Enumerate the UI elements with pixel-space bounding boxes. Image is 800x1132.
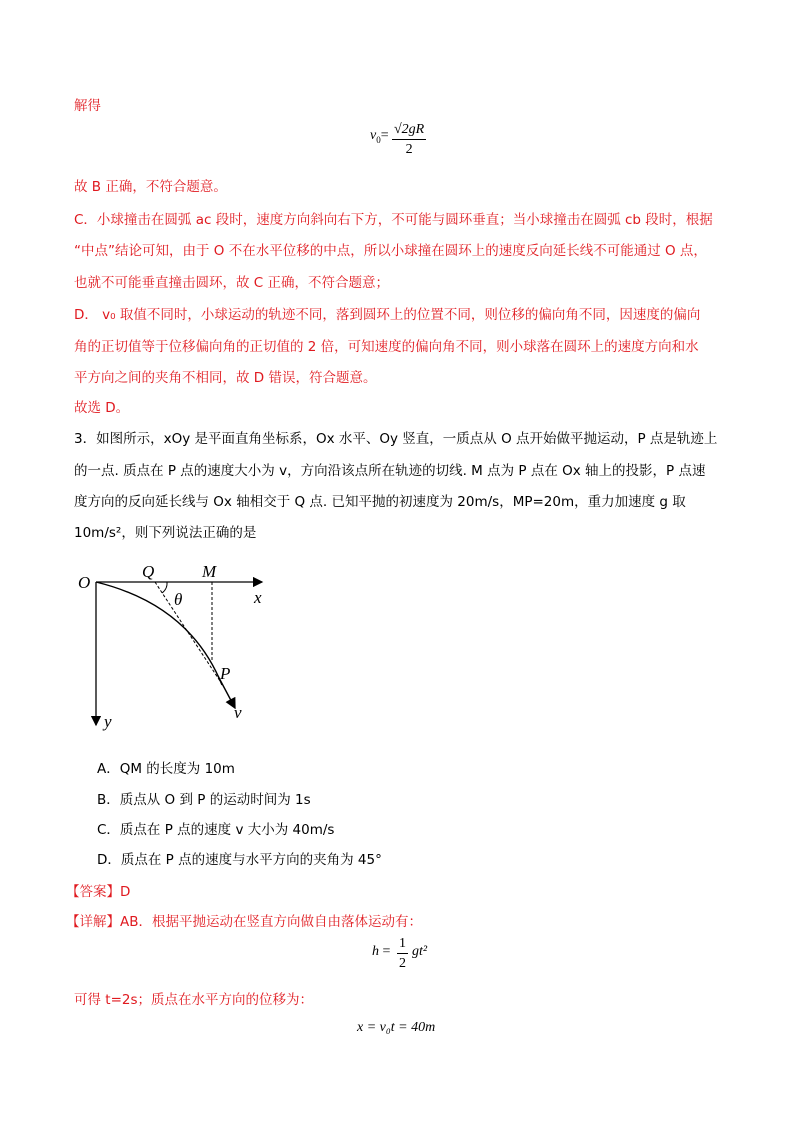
answer-value: D — [120, 884, 131, 900]
formula-v0-sub: 0 — [376, 134, 381, 145]
question3-line3: 度方向的反向延长线与 Ox 轴相交于 Q 点. 已知平抛的初速度为 20m/s，MP=20m，重力加速度 g 取 — [74, 494, 686, 510]
formula-v0-fraction — [392, 122, 426, 158]
formula-h-rest: gt² — [412, 944, 428, 959]
conclusion-b: 故 B 正确，不符合题意。 — [74, 179, 227, 195]
label-m: M — [202, 562, 217, 581]
final-choice: 故选 D。 — [74, 400, 130, 416]
theta-arc — [162, 582, 167, 593]
label-o: O — [78, 573, 91, 592]
formula-h-numerator: 1 — [397, 936, 408, 954]
formula-v0 — [370, 128, 389, 145]
answer-line — [66, 880, 130, 900]
formula-v0-numerator: √2gR — [392, 122, 426, 140]
option-d-line1: D． v₀ 取值不同时，小球运动的轨迹不同，落到圆环上的位置不同，则位移的偏向角不同，因速度的偏向 — [74, 307, 701, 323]
option-a: A．QM 的长度为 10m — [97, 761, 235, 777]
label-y: y — [104, 712, 112, 731]
option-c-line1: C．小球撞击在圆弧 ac 段时，速度方向斜向右下方，不可能与圆环垂直；当小球撞击在圆弧 cb 段时，根据 — [74, 212, 713, 228]
question3-line4: 10m/s²，则下列说法正确的是 — [74, 525, 257, 541]
label-theta: θ — [174, 590, 183, 609]
option-d-line3: 平方向之间的夹角不相同，故 D 错误，符合题意。 — [74, 370, 377, 386]
label-x: x — [254, 588, 262, 607]
formula-h-eq: = — [382, 944, 391, 959]
option-c: C．质点在 P 点的速度 v 大小为 40m/s — [97, 822, 335, 838]
label-p: P — [220, 664, 231, 683]
result-t: 可得 t=2s；质点在水平方向的位移为： — [74, 992, 314, 1008]
question3-line2: 的一点. 质点在 P 点的速度大小为 v，方向沿该点所在轨迹的切线. M 点为 P 点在 Ox 轴上的投影，P 点速 — [74, 463, 706, 479]
detail-text: AB．根据平抛运动在竖直方向做自由落体运动有： — [120, 914, 422, 930]
heading-jiede: 解得 — [74, 98, 101, 114]
answer-label: 【答案】 — [66, 884, 120, 900]
formula-v0-eq: = — [380, 128, 389, 143]
formula-x: x = v₀t = 40m — [357, 1020, 436, 1035]
formula-h-lhs: h — [372, 944, 379, 959]
trajectory-curve — [96, 582, 222, 685]
option-d-line2: 角的正切值等于位移偏向角的正切值的 2 倍，可知速度的偏向角不同，则小球落在圆环上的速度方向和水 — [74, 339, 699, 355]
projectile-diagram — [70, 555, 280, 735]
label-v: v — [234, 703, 242, 722]
question3-line1: 3．如图所示，xOy 是平面直角坐标系，Ox 水平、Oy 竖直，一质点从 O 点开始做平抛运动，P 点是轨迹上 — [74, 431, 718, 447]
formula-v0-denominator: 2 — [405, 142, 413, 157]
option-b: B．质点从 O 到 P 的运动时间为 1s — [97, 792, 311, 808]
option-c-line2: “中点”结论可知，由于 O 不在水平位移的中点，所以小球撞在圆环上的速度反向延长线不可能通过 O 点， — [74, 243, 707, 259]
detail-label: 【详解】 — [66, 914, 120, 930]
formula-h-denominator: 2 — [399, 956, 406, 971]
formula-h-fraction — [397, 936, 408, 972]
label-q: Q — [142, 562, 155, 581]
option-c-line3: 也就不可能垂直撞击圆环，故 C 正确，不符合题意； — [74, 275, 390, 291]
detail-line — [66, 910, 422, 930]
formula-v0-lhs: v — [370, 128, 377, 143]
formula-h — [372, 944, 390, 960]
option-d: D．质点在 P 点的速度与水平方向的夹角为 45° — [97, 852, 382, 868]
